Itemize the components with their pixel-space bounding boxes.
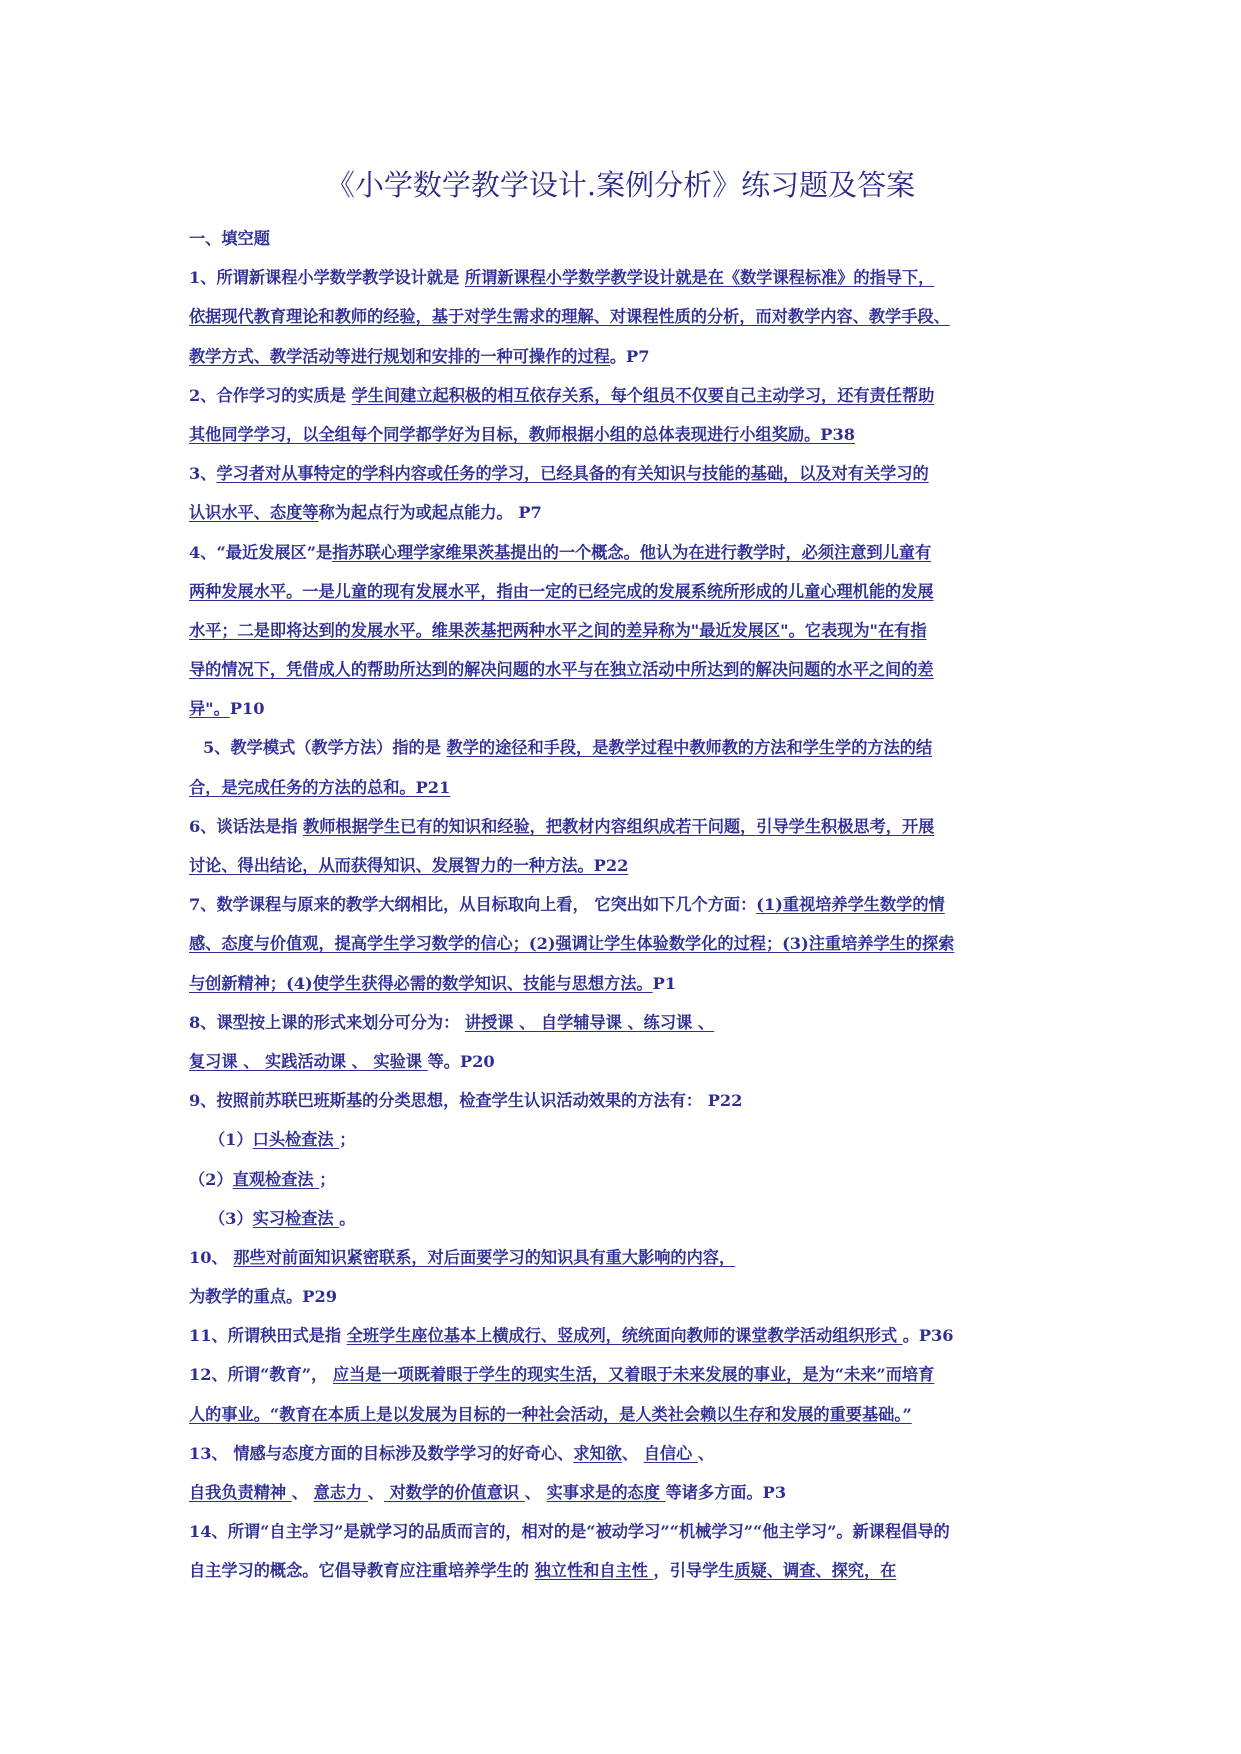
- answer-text: 感、态度与价值观，提高学生学习数学的信心；(2)强调让学生体验数学化的过程；(3)注重培养学生的探索: [189, 934, 955, 954]
- text-line: [189, 1003, 1069, 1042]
- question-text: 等。P20: [427, 1051, 495, 1071]
- answer-text: 学生间建立起积极的相互依存关系，每个组员不仅要自己主动学习，还有责任帮助: [351, 385, 935, 405]
- answer-text: 求知欲: [573, 1443, 622, 1463]
- text-line: [189, 1316, 1069, 1355]
- text-line: [189, 964, 1069, 1003]
- answer-text: 指苏联心理学家维果茨基提出的一个概念。他认为在进行教学时，必须注意到儿童有: [332, 542, 932, 562]
- question-text: 9、按照前苏联巴班斯基的分类思想，检查学生认识活动效果的方法有： P22: [189, 1091, 743, 1111]
- question-text: 14、所谓“自主学习”是就学习的品质而言的，相对的是“被动学习”“机械学习”“他主学习”。新课程倡导的: [189, 1522, 950, 1542]
- answer-text: 教学的途径和手段，是教学过程中教师教的方法和学生学的方法的结: [446, 738, 933, 758]
- answer-text: 所谓新课程小学数学教学设计就是在《数学课程标准》的指导下，: [464, 268, 935, 288]
- answer-text: 认识水平、态度等: [189, 503, 319, 523]
- question-text: 6、谈话法是指: [189, 816, 304, 836]
- text-line: [189, 1512, 1069, 1551]
- text-line: [189, 415, 1069, 454]
- text-line: [189, 846, 1069, 885]
- question-text: 12、所谓“教育”，: [189, 1365, 333, 1385]
- question-text: 10、: [189, 1247, 234, 1267]
- answer-text: 依据现代教育理论和教师的经验，基于对学生需求的理解、对课程性质的分析，而对教学内容、教学手段、: [189, 307, 950, 327]
- question-text: 3、: [189, 464, 217, 484]
- question-text: ，引导学生: [653, 1561, 735, 1581]
- text-line: [189, 297, 1069, 336]
- question-text: 。: [339, 1208, 356, 1228]
- question-text: （2）: [189, 1169, 233, 1189]
- answer-text: 独立性和自主性: [534, 1561, 654, 1581]
- question-text: P1: [652, 973, 677, 993]
- answer-text: 教学方式、教学活动等进行规划和安排的一种可操作的过程: [189, 346, 610, 366]
- answer-text: 对数学的价值意识: [383, 1483, 525, 1502]
- answer-text: 合，是完成任务的方法的总和。P21: [189, 777, 451, 797]
- question-text: （1）: [209, 1130, 253, 1150]
- question-text: 8、课型按上课的形式来划分可分为：: [189, 1012, 465, 1032]
- answer-text: 那些对前面知识紧密联系，对后面要学习的知识具有重大影响的内容，: [233, 1247, 736, 1267]
- text-line: [189, 454, 1069, 493]
- text-line: [189, 493, 1069, 532]
- answer-text: 导的情况下，凭借成人的帮助所达到的解决问题的水平与在独立活动中所达到的解决问题的水平之间的差: [189, 660, 934, 680]
- answer-text: 教师根据学生已有的知识和经验，把教材内容组织成若干问题，引导学生积极思考，开展: [303, 816, 935, 836]
- answer-text: 口头检查法: [252, 1130, 340, 1150]
- text-line: [189, 1434, 1069, 1473]
- text-line: [189, 1081, 1069, 1120]
- answer-text: 异"。: [189, 699, 230, 719]
- question-text: 2、合作学习的实质是: [189, 385, 352, 405]
- answer-text: 讲授课 、 自学辅导课 、练习课 、: [464, 1012, 715, 1032]
- answer-text: 复习课 、 实践活动课 、 实验课: [189, 1051, 428, 1071]
- text-line: [189, 572, 1069, 611]
- text-line: [189, 689, 1069, 728]
- text-line: [189, 1238, 1069, 1277]
- question-text: 7、数学课程与原来的教学大纲相比，从目标取向上看， 它突出如下几个方面：: [189, 895, 757, 915]
- answer-text: 质疑、调查、探究，在: [734, 1561, 897, 1581]
- text-line: [189, 1395, 1069, 1434]
- text-line: [189, 1277, 1069, 1316]
- question-text: 、: [621, 1443, 644, 1463]
- answer-text: 自我负责精神: [189, 1483, 292, 1502]
- question-text: 称为起点行为或起点能力。 P7: [318, 503, 542, 523]
- text-line: [189, 337, 1069, 376]
- text-line: [189, 1120, 1069, 1159]
- text-line: [189, 376, 1069, 415]
- question-text: 。P36: [902, 1326, 954, 1346]
- question-text: 13、 情感与态度方面的目标涉及数学学习的好奇心、: [189, 1443, 574, 1463]
- question-text: （3）: [209, 1208, 253, 1228]
- text-line: [189, 885, 1069, 924]
- text-line: [189, 924, 1069, 963]
- question-text: P10: [229, 699, 265, 719]
- answer-text: 讨论、得出结论，从而获得知识、发展智力的一种方法。P22: [189, 856, 629, 875]
- answer-text: 直观检查法: [232, 1169, 320, 1189]
- text-line: [189, 1199, 1069, 1238]
- text-line: [189, 1355, 1069, 1394]
- question-text: 5、教学模式（教学方法）指的是: [203, 738, 447, 758]
- question-text: 。P7: [609, 346, 650, 366]
- answer-text: 其他同学学习，以全组每个同学都学好为目标，教师根据小组的总体表现进行小组奖励。P38: [189, 424, 856, 444]
- text-line: [189, 807, 1069, 846]
- question-text: ；: [339, 1130, 356, 1150]
- answer-text: 与创新精神；(4)使学生获得必需的数学知识、技能与思想方法。: [189, 973, 653, 993]
- text-line: [189, 1160, 1069, 1199]
- answer-text: 两种发展水平。一是儿童的现有发展水平，指由一定的已经完成的发展系统所形成的儿童心理机能的发展: [189, 581, 934, 601]
- text-line: [189, 1473, 1069, 1512]
- question-text: 自主学习的概念。它倡导教育应注重培养学生的: [189, 1561, 535, 1581]
- text-line: [189, 533, 1069, 572]
- text-line: [189, 1042, 1069, 1081]
- answer-text: 应当是一项既着眼于学生的现实生活，又着眼于未来发展的事业，是为“未来”而培育: [332, 1365, 935, 1385]
- answer-text: 实习检查法: [252, 1208, 340, 1228]
- text-line: [189, 768, 1069, 807]
- question-text: 1、所谓新课程小学数学教学设计就是: [189, 268, 465, 288]
- text-line: [189, 611, 1069, 650]
- answer-text: 学习者对从事特定的学科内容或任务的学习，已经具备的有关知识与技能的基础，以及对有关学习的: [216, 464, 929, 484]
- question-text: 、: [697, 1443, 715, 1463]
- answer-text: 实事求是的态度: [546, 1483, 666, 1502]
- question-text: 为教学的重点。P29: [189, 1287, 338, 1307]
- question-text: 、: [367, 1483, 384, 1502]
- answer-text: (1)重视培养学生数学的情: [756, 895, 945, 915]
- text-line: [189, 219, 1069, 258]
- document-title: 《小学数学教学设计.案例分析》练习题及答案: [325, 168, 916, 202]
- text-line: [189, 1551, 1069, 1590]
- answer-text: 人的事业。“教育在本质上是以发展为目标的一种社会活动，是人类社会赖以生存和发展的重要基础。”: [189, 1404, 912, 1424]
- text-line: [189, 650, 1069, 689]
- text-line: [189, 258, 1069, 297]
- answer-text: 全班学生座位基本上横成行、竖成列，统统面向教师的课堂教学活动组织形式: [346, 1326, 903, 1346]
- question-text: 等诸多方面。P3: [665, 1483, 787, 1502]
- text-line: [189, 728, 1069, 767]
- question-text: 、: [524, 1483, 547, 1502]
- question-text: 11、所谓秧田式是指: [189, 1326, 347, 1346]
- question-text: 4、“最近发展区”是: [189, 542, 333, 562]
- question-text: 一、填空题: [189, 229, 270, 248]
- document-body: [189, 219, 1069, 1591]
- answer-text: 意志力: [313, 1483, 368, 1502]
- question-text: ；: [319, 1169, 336, 1189]
- answer-text: 自信心: [643, 1443, 698, 1463]
- answer-text: 水平；二是即将达到的发展水平。维果茨基把两种水平之间的差异称为"最近发展区"。它表现为"在有指: [189, 620, 927, 640]
- question-text: 、: [291, 1483, 314, 1502]
